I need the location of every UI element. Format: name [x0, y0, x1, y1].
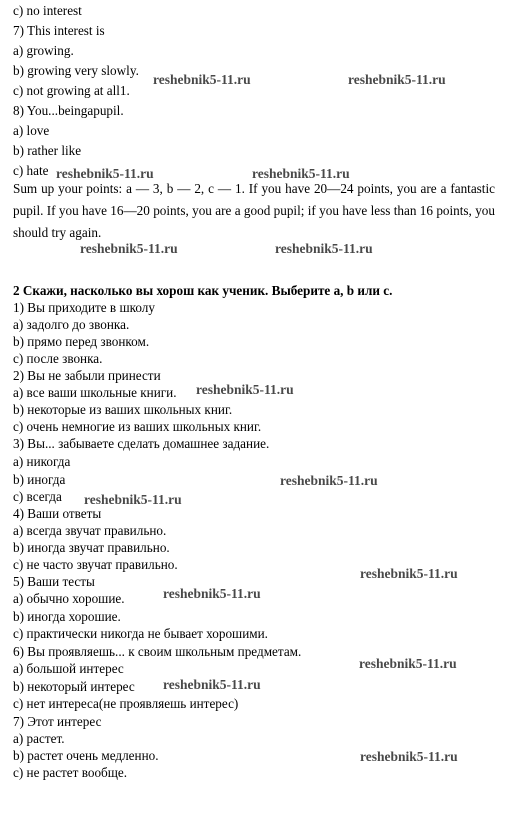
- ru-question-2: 2) Вы не забыли принести: [13, 368, 161, 383]
- ru-option-1a: a) задолго до звонка.: [13, 317, 130, 332]
- ru-option-2a: a) все ваши школьные книги.: [13, 385, 177, 400]
- option-8a: a) love: [13, 123, 50, 138]
- watermark: reshebnik5-11.ru: [280, 473, 378, 488]
- ru-option-5c: c) практически никогда не бывает хорошими.: [13, 626, 268, 641]
- ru-option-1b: b) прямо перед звонком.: [13, 334, 150, 349]
- ru-option-7a: a) растет.: [13, 731, 65, 746]
- ru-option-7c: c) не растет вообще.: [13, 765, 128, 780]
- watermark: reshebnik5-11.ru: [360, 749, 458, 764]
- watermark: reshebnik5-11.ru: [252, 166, 350, 181]
- watermark: reshebnik5-11.ru: [84, 492, 182, 507]
- option-8b: b) rather like: [13, 143, 82, 158]
- ru-option-3c: c) всегда: [13, 489, 62, 504]
- exercise-2-heading: 2 Скажи, насколько вы хорош как ученик. Выберите а, b или с.: [13, 283, 393, 298]
- watermark: reshebnik5-11.ru: [80, 241, 178, 256]
- watermark: reshebnik5-11.ru: [359, 656, 457, 671]
- watermark: reshebnik5-11.ru: [348, 72, 446, 87]
- ru-option-5b: b) иногда хорошие.: [13, 609, 121, 624]
- question-8: 8) You...beingapupil.: [13, 103, 124, 118]
- ru-option-2b: b) некоторые из ваших школьных книг.: [13, 402, 233, 417]
- ru-question-1: 1) Вы приходите в школу: [13, 300, 155, 315]
- question-7: 7) This interest is: [13, 23, 105, 38]
- option-8c: c) hate: [13, 163, 49, 178]
- watermark: reshebnik5-11.ru: [360, 566, 458, 581]
- option-7c: c) not growing at all1.: [13, 83, 130, 98]
- ru-option-4a: a) всегда звучат правильно.: [13, 523, 167, 538]
- watermark: reshebnik5-11.ru: [153, 72, 251, 87]
- ru-option-1c: c) после звонка.: [13, 351, 103, 366]
- watermark: reshebnik5-11.ru: [196, 382, 294, 397]
- ru-question-6: 6) Вы проявляешь... к своим школьным предметам.: [13, 644, 302, 659]
- ru-option-7b: b) растет очень медленно.: [13, 748, 159, 763]
- ru-question-5: 5) Ваши тесты: [13, 574, 95, 589]
- ru-option-4b: b) иногда звучат правильно.: [13, 540, 170, 555]
- option-7a: a) growing.: [13, 43, 74, 58]
- ru-question-4: 4) Ваши ответы: [13, 506, 102, 521]
- ru-question-3: 3) Вы... забываете сделать домашнее задание.: [13, 436, 270, 451]
- watermark: reshebnik5-11.ru: [275, 241, 373, 256]
- watermark: reshebnik5-11.ru: [56, 166, 154, 181]
- ru-option-4c: c) не часто звучат правильно.: [13, 557, 178, 572]
- watermark: reshebnik5-11.ru: [163, 586, 261, 601]
- ru-option-6a: a) большой интерес: [13, 661, 124, 676]
- ru-option-6b: b) некоторый интерес: [13, 679, 135, 694]
- score-summary: Sum up your points: a — 3, b — 2, c — 1. If you have 20—24 points, you are a fantastic pupil. If you have 16—20 points, you are a good pupil; if you have less than 16 points, you should try again.: [13, 181, 495, 240]
- ru-question-7: 7) Этот интерес: [13, 714, 102, 729]
- ru-option-6c: c) нет интереса(не проявляешь интерес): [13, 696, 239, 711]
- ru-option-3b: b) иногда: [13, 472, 66, 487]
- option-7b: b) growing very slowly.: [13, 63, 139, 78]
- ru-option-2c: c) очень немногие из ваших школьных книг.: [13, 419, 262, 434]
- ru-option-3a: a) никогда: [13, 454, 71, 469]
- option-6c: c) no interest: [13, 3, 82, 18]
- ru-option-5a: a) обычно хорошие.: [13, 591, 125, 606]
- watermark: reshebnik5-11.ru: [163, 677, 261, 692]
